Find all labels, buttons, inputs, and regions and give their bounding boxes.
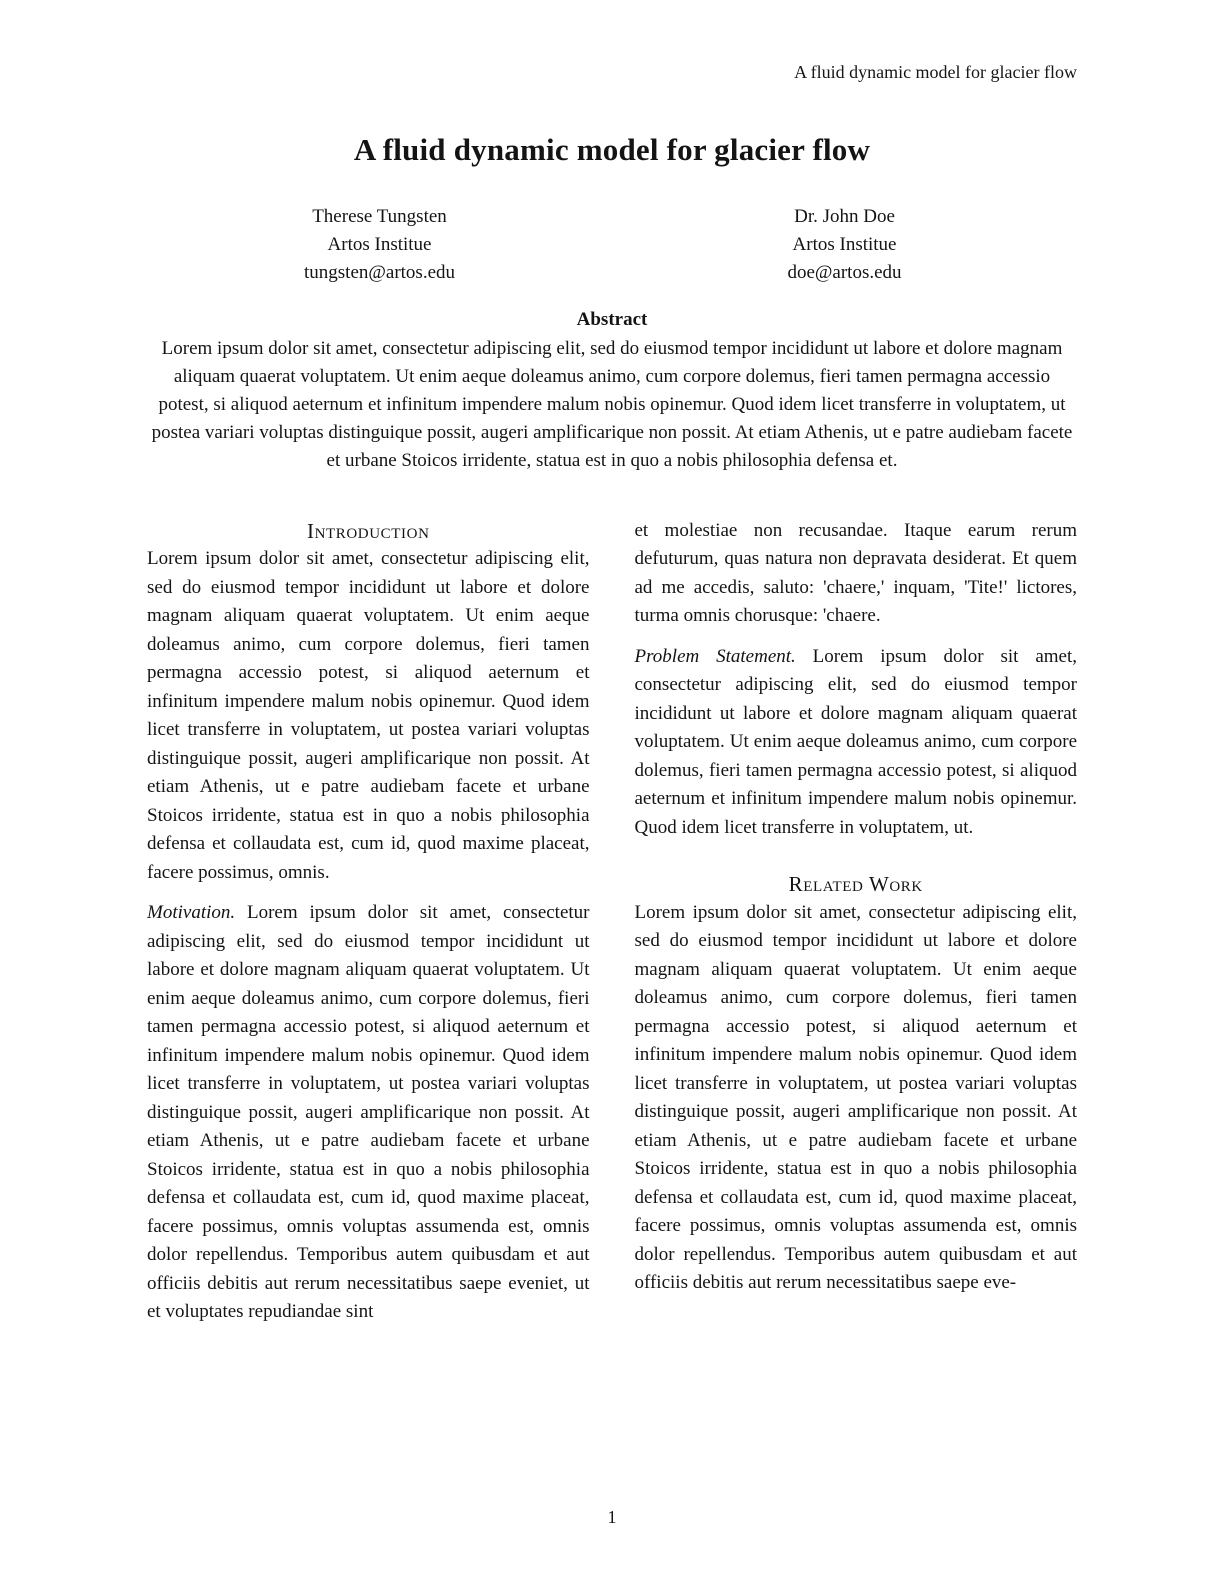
author-block	[147, 203, 1077, 287]
author-1-affiliation: Artos Institue	[327, 233, 432, 255]
author-1-email: tungsten@artos.edu	[304, 261, 455, 283]
problem-statement-paragraph	[635, 643, 1078, 843]
motivation-text: Lorem ipsum dolor sit amet, consectetur adipiscing elit, sed do eiusmod tempor incididunt ut labore et dolore magnam aliquam quaerat voluptatem. Ut enim aeque doleamus animo, cum corpore dolemus, fieri tamen permagna accessio potest, si aliquod aeternum et infinitum impendere malum nobis opinemur. Quod idem licet transferre in voluptatem, ut postea variari voluptas distinguique possit, augeri amplificarique non possit. At etiam Athenis, ut e patre audiebam facete et urbane Stoicos irridente, statua est in quo a nobis philosophia defensa et collaudata est, cum id, quod maxime placeat, facere possimus, omnis voluptas assumenda est, omnis dolor repellendus. Temporibus autem quibusdam et aut officiis debitis aut rerum necessitatibus saepe eveniet, ut et voluptates repudiandae sint	[147, 902, 590, 1323]
author-2	[612, 203, 1077, 287]
author-1	[147, 203, 612, 287]
right-column	[635, 517, 1078, 1327]
running-head: A fluid dynamic model for glacier flow	[794, 62, 1077, 82]
introduction-paragraph: Lorem ipsum dolor sit amet, consectetur adipiscing elit, sed do eiusmod tempor incididunt ut labore et dolore magnam aliquam quaerat voluptatem. Ut enim aeque doleamus animo, cum corpore dolemus, fieri tamen permagna accessio potest, si aliquod aeternum et infinitum impendere malum nobis opinemur. Quod idem licet transferre in voluptatem, ut postea variari voluptas distinguique possit, augeri amplificarique non possit. At etiam Athenis, ut e patre audiebam facete et urbane Stoicos irridente, statua est in quo a nobis philosophia defensa et collaudata est, cum id, quod maxime placeat, facere possimus, omnis.	[147, 548, 590, 883]
abstract-text: Lorem ipsum dolor sit amet, consectetur adipiscing elit, sed do eiusmod tempor incididunt ut labore et dolore magnam aliquam quaerat voluptatem. Ut enim aeque doleamus animo, cum corpore dolemus, fieri tamen permagna accessio potest, si aliquod aeternum et infinitum impendere malum nobis opinemur. Quod idem licet transferre in voluptatem, ut postea variari voluptas distinguique possit, augeri amplificarique non possit. At etiam Athenis, ut e patre audiebam facete et urbane Stoicos irridente, statua est in quo a nobis philosophia defensa et.	[151, 337, 1073, 471]
author-2-affiliation: Artos Institue	[792, 233, 897, 255]
author-2-name: Dr. John Doe	[794, 205, 895, 227]
motivation-lead: Motivation.	[147, 902, 236, 924]
abstract-heading: Abstract	[576, 308, 648, 330]
problem-statement-text: Lorem ipsum dolor sit amet, consectetur adipiscing elit, sed do eiusmod tempor incididunt ut labore et dolore magnam aliquam quaerat voluptatem. Ut enim aeque doleamus animo, cum corpore dolemus, fieri tamen permagna accessio potest, si aliquod aeternum et infinitum impendere malum nobis opinemur. Quod idem licet transferre in voluptatem, ut.	[634, 645, 1078, 838]
problem-statement-lead: Problem Statement.	[634, 645, 796, 667]
section-heading-introduction: Introduction	[306, 518, 430, 543]
author-1-name: Therese Tungsten	[312, 205, 447, 227]
author-2-email: doe@artos.edu	[787, 261, 902, 283]
page-number: 1	[607, 1507, 617, 1527]
page-title: A fluid dynamic model for glacier flow	[353, 132, 871, 167]
motivation-continuation-paragraph: et molestiae non recusandae. Itaque earum rerum defuturum, quas natura non depravata desiderat. Et quem ad me accedis, saluto: 'chaere,' inquam, 'Tite!' lictores, turma omnis chorusque: 'chaere.	[634, 519, 1077, 627]
related-work-paragraph: Lorem ipsum dolor sit amet, consectetur adipiscing elit, sed do eiusmod tempor incididunt ut labore et dolore magnam aliquam quaerat voluptatem. Ut enim aeque doleamus animo, cum corpore dolemus, fieri tamen permagna accessio potest, si aliquod aeternum et infinitum impendere malum nobis opinemur. Quod idem licet transferre in voluptatem, ut postea variari voluptas distinguique possit, augeri amplificarique non possit. At etiam Athenis, ut e patre audiebam facete et urbane Stoicos irridente, statua est in quo a nobis philosophia defensa et collaudata est, cum id, quod maxime placeat, facere possimus, omnis voluptas assumenda est, omnis dolor repellendus. Temporibus autem quibusdam et aut officiis debitis aut rerum necessitatibus saepe eve-	[634, 901, 1077, 1294]
two-column-body	[147, 517, 1077, 1327]
left-column	[147, 517, 590, 1327]
motivation-paragraph	[147, 899, 590, 1327]
section-heading-related-work: Related Work	[788, 872, 923, 897]
